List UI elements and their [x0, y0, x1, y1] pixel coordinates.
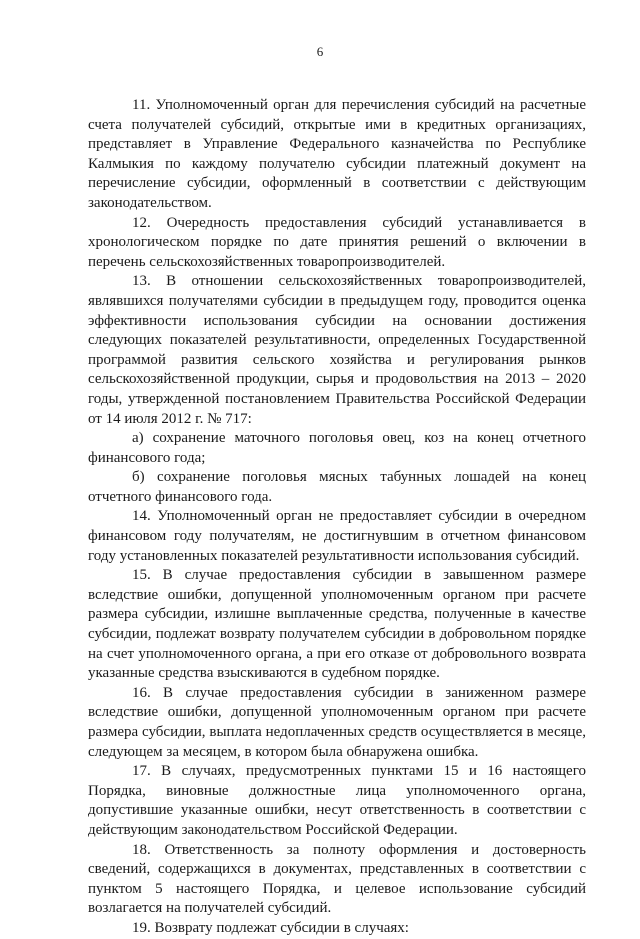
paragraph-13-b: б) сохранение поголовья мясных табунных лошадей на конец отчетного финансового года.: [88, 469, 586, 505]
paragraph-13: 13. В отношении сельскохозяйственных товаропроизводителей, являвшихся получателями субсидии в предыдущем году, проводится оценка эффективности использования субсидии на основании достижения следующих показателей результативности, определенных Государственной программой развития сельского хозяйства и регулирования рынков сельскохозяйственной продукции, сырья и продовольствия на 2013 – 2020 годы, утвержденной постановлением Правительства Российской Федерации от 14 июля 2012 г. № 717:: [88, 273, 586, 427]
paragraph-18: 18. Ответственность за полноту оформления и достоверность сведений, содержащихся в документах, представленных в соответствии с пунктом 5 настоящего Порядка, и целевое использование субсидий возлагается на получателей субсидий.: [88, 841, 586, 917]
document-body: [88, 96, 586, 939]
paragraph-13-a: а) сохранение маточного поголовья овец, коз на конец отчетного финансового года;: [88, 430, 586, 466]
paragraph-16: 16. В случае предоставления субсидии в заниженном размере вследствие ошибки, допущенной уполномоченным органом при расчете размера субсидии, выплата недоплаченных средств осуществляется в месяце, следующем за месяцем, в котором была обнаружена ошибка.: [88, 684, 586, 760]
paragraph-15: 15. В случае предоставления субсидии в завышенном размере вследствие ошибки, допущенной уполномоченным органом при расчете размера субсидии, излишне выплаченные средства, полученные в качестве субсидии, подлежат возврату получателем субсидии в добровольном порядке на счет уполномоченного органа, а при его отказе от добровольного возврата указанные средства взыскиваются в судебном порядке.: [88, 567, 586, 682]
page-number: 6: [316, 44, 324, 59]
paragraph-17: 17. В случаях, предусмотренных пунктами 15 и 16 настоящего Порядка, виновные должностные лица уполномоченного органа, допустившие указанные ошибки, несут ответственность в соответствии с действующим законодательством Российской Федерации.: [88, 763, 586, 838]
paragraph-12: 12. Очередность предоставления субсидий устанавливается в хронологическом порядке по дате принятия решений о включении в перечень сельскохозяйственных товаропроизводителей.: [88, 214, 586, 270]
paragraph-14: 14. Уполномоченный орган не предоставляет субсидии в очередном финансовом году получателям, не достигнувшим в отчетном финансовом году установленных показателей результативности использования субсидий.: [88, 508, 586, 564]
paragraph-19: 19. Возврату подлежат субсидии в случаях:: [132, 919, 409, 936]
paragraph-11: 11. Уполномоченный орган для перечисления субсидий на расчетные счета получателей субсидий, открытые ими в кредитных организациях, представляет в Управление Федерального казначейства по Республике Калмыкия по каждому получателю субсидии платежный документ на перечисление субсидии, оформленный в соответствии с действующим законодательством.: [88, 97, 586, 211]
